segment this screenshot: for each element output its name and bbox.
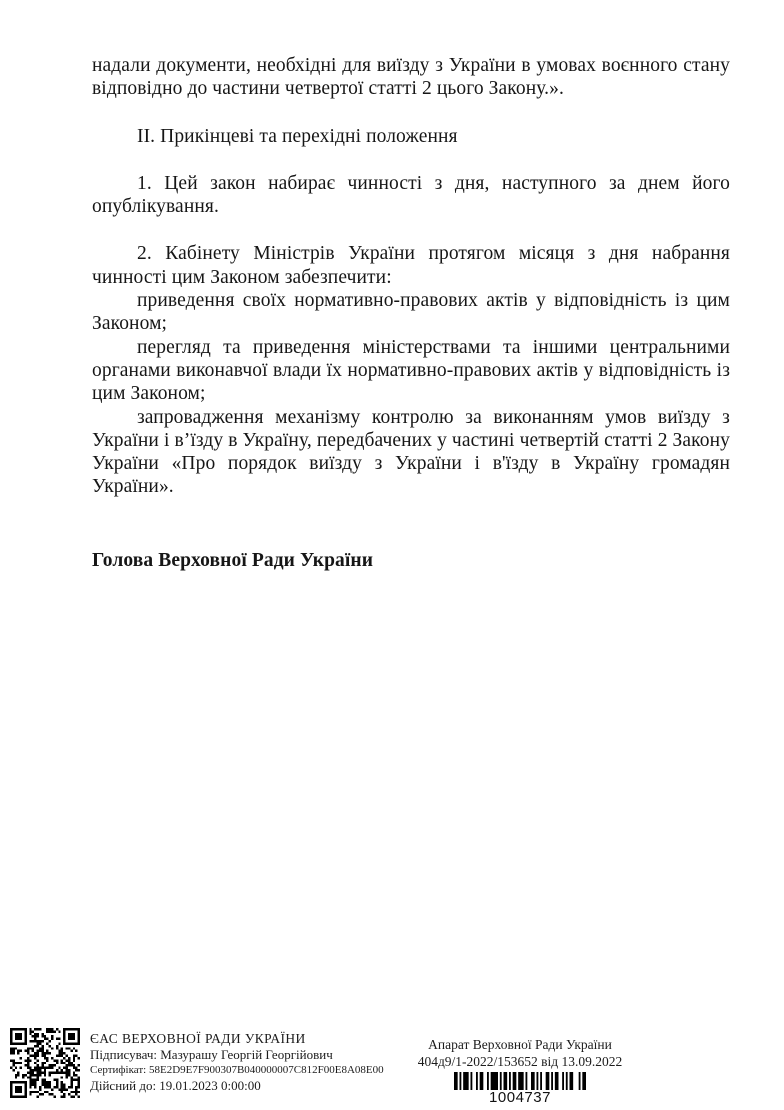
- body-paragraph: перегляд та приведення міністерствами та іншими центральними органами виконавчої влади їх нормативно-правових актів у відповідність із цим Законом;: [92, 336, 730, 405]
- stamp-signer: Підписувач: Мазурашу Георгій Георгійович: [90, 1047, 333, 1062]
- signature-stamp-block: [90, 1031, 420, 1094]
- registration-reference: 404д9/1-2022/153652 від 13.09.2022: [417, 1054, 623, 1069]
- registration-block: [408, 1036, 632, 1106]
- stamp-org-name: ЄАС ВЕРХОВНОЇ РАДИ УКРАЇНИ: [90, 1031, 306, 1046]
- barcode-icon: [454, 1072, 586, 1090]
- registration-office: Апарат Верховної Ради України: [428, 1037, 612, 1052]
- stamp-valid-until: Дійсний до: 19.01.2023 0:00:00: [90, 1078, 261, 1093]
- barcode-number: 1004737: [489, 1089, 551, 1106]
- signature-title: Голова Верховної Ради України: [92, 549, 374, 571]
- document-body: [92, 54, 730, 572]
- body-paragraph: запровадження механізму контролю за виконанням умов виїзду з України і в’їзду в Україну, передбачених у частині четвертій статті 2 Закону України «Про порядок виїзду з України і в'їзду в Україну громадян України».: [92, 406, 730, 498]
- body-paragraph: 2. Кабінету Міністрів України протягом місяця з дня набрання чинності цим Законом забезпечити:: [92, 243, 730, 288]
- body-paragraph: 1. Цей закон набирає чинності з дня, наступного за днем його опублікування.: [92, 172, 730, 218]
- section-heading: II. Прикінцеві та перехідні положення: [137, 125, 458, 147]
- qr-code-icon: [10, 1028, 80, 1098]
- stamp-certificate: Сертифікат: 58E2D9E7F900307B040000007C812F00E8A08E00: [90, 1064, 384, 1076]
- body-paragraph: приведення своїх нормативно-правових актів у відповідність із цим Законом;: [92, 290, 730, 335]
- body-paragraph: надали документи, необхідні для виїзду з України в умовах воєнного стану відповідно до частини четвертої статті 2 цього Закону.».: [92, 55, 730, 100]
